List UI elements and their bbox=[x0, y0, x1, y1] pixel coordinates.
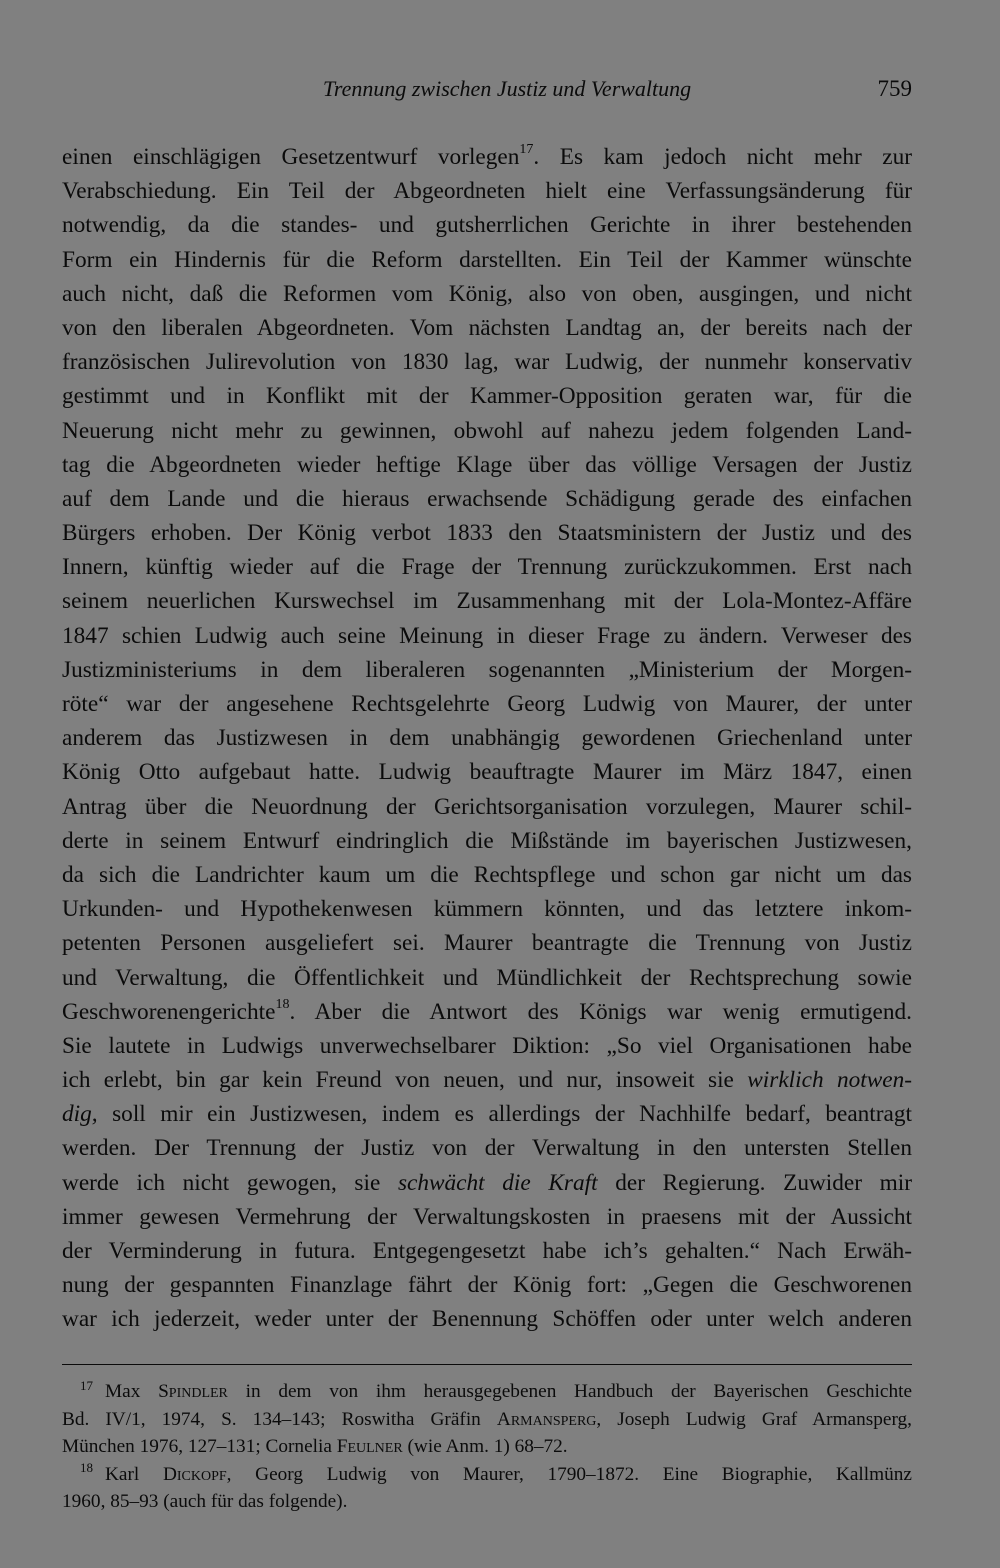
text-line: nung der gespannten Finanzlage fährt der König fort: „Gegen die Geschworenen bbox=[62, 1272, 912, 1299]
emphasis: dig, bbox=[62, 1101, 98, 1128]
text-line: Form ein Hindernis für die Reform darstellten. Ein Teil der Kammer wünschte bbox=[62, 246, 912, 273]
text-line: Antrag über die Neuordnung der Gerichtsorganisation vorzulegen, Maurer schil- bbox=[62, 793, 912, 820]
text-line: König Otto aufgebaut hatte. Ludwig beauftragte Maurer im März 1847, einen bbox=[62, 759, 912, 786]
text-line: einen einschlägigen Gesetzentwurf vorlegen$^{17}$. Es kam jedoch nicht mehr zur bbox=[62, 142, 912, 170]
footnote-line: Bd. IV/1, 1974, S. 134–143; Roswitha Gräfin Armansperg, Joseph Ludwig Graf Armansperg, bbox=[62, 1408, 912, 1430]
running-title: Trennung zwischen Justiz und Verwaltung bbox=[322, 76, 692, 101]
text-line: anderem das Justizwesen in dem unabhängig gewordenen Griechenland unter bbox=[62, 725, 912, 752]
text-line: Neuerung nicht mehr zu gewinnen, obwohl auf nahezu jedem folgenden Land- bbox=[62, 417, 912, 444]
text-line: auch nicht, daß die Reformen vom König, also von oben, ausgingen, und nicht bbox=[62, 280, 912, 307]
text-line: ich erlebt, bin gar kein Freund von neuen, und nur, insoweit sie wirklich notwen- bbox=[62, 1067, 913, 1094]
text-line: und Verwaltung, die Öffentlichkeit und Mündlichkeit der Rechtsprechung sowie bbox=[62, 964, 912, 991]
text-line: von den liberalen Abgeordneten. Vom nächsten Landtag an, der bereits nach der bbox=[62, 314, 912, 341]
text-line: Sie lautete in Ludwigs unverwechselbarer Diktion: „So viel Organisationen habe bbox=[62, 1032, 912, 1059]
footnote-line: München 1976, 127–131; Cornelia Feulner (wie Anm. 1) 68–72. bbox=[62, 1436, 568, 1457]
text-line: Innern, künftig wieder auf die Frage der Trennung zurückzukommen. Erst nach bbox=[62, 554, 912, 581]
author-name: Dickopf bbox=[162, 1463, 227, 1485]
text-line: Urkunden- und Hypothekenwesen kümmern könnten, und das letztere inkom- bbox=[62, 896, 912, 923]
emphasis: schwächt die Kraft bbox=[397, 1169, 598, 1196]
text-line: französischen Julirevolution von 1830 lag, war Ludwig, der nunmehr konservativ bbox=[62, 349, 912, 376]
footnote-18: $^{18}$ Karl Dickopf, Georg Ludwig von Maurer, 1790–1872. Eine Biographie, Kallmünz bbox=[80, 1460, 912, 1485]
text-line: Justizministeriums in dem liberaleren sogenannten „Ministerium der Morgen- bbox=[62, 656, 912, 683]
text-line: werden. Der Trennung der Justiz von der Verwaltung in den untersten Stellen bbox=[62, 1135, 912, 1162]
author-name: Armansperg bbox=[496, 1408, 597, 1430]
text-line: 1847 schien Ludwig auch seine Meinung in dieser Frage zu ändern. Verweser des bbox=[62, 622, 912, 649]
text-line: derte in seinem Entwurf eindringlich die Mißstände im bayerischen Justizwesen, bbox=[62, 827, 912, 854]
footnote-ref-17: 17 bbox=[519, 142, 534, 158]
text-line: da sich die Landrichter kaum um die Rechtspflege und schon gar nicht um das bbox=[62, 861, 912, 888]
running-head bbox=[62, 76, 912, 110]
emphasis: wirklich notwen- bbox=[747, 1067, 913, 1094]
footnote-line: 1960, 85–93 (auch für das folgende). bbox=[62, 1491, 348, 1512]
text-line: notwendig, da die standes- und gutsherrlichen Gerichte in ihrer bestehenden bbox=[62, 212, 912, 239]
footnote-separator bbox=[62, 1364, 912, 1365]
text-line: dig, soll mir ein Justizwesen, indem es allerdings der Nachhilfe bedarf, beantragt bbox=[62, 1101, 912, 1128]
text-line: der Verminderung in futura. Entgegengesetzt habe ich’s gehalten.“ Nach Erwäh- bbox=[62, 1238, 912, 1264]
text-line: werde ich nicht gewogen, sie schwächt die Kraft der Regierung. Zuwider mir bbox=[62, 1169, 913, 1196]
page-number: 759 bbox=[877, 76, 912, 101]
text-line: röte“ war der angesehene Rechtsgelehrte Georg Ludwig von Maurer, der unter bbox=[62, 691, 912, 717]
text-line: gestimmt und in Konflikt mit der Kammer-Opposition geraten war, für die bbox=[62, 383, 912, 410]
text-line: Geschworenengerichte$^{18}$. Aber die Antwort des Königs war wenig ermutigend. bbox=[62, 996, 912, 1025]
text-line: petenten Personen ausgeliefert sei. Maurer beantragte die Trennung von Justiz bbox=[62, 930, 912, 957]
text-line: immer gewesen Vermehrung der Verwaltungskosten in praesens mit der Aussicht bbox=[62, 1203, 912, 1230]
footnote-number: 17 bbox=[80, 1377, 93, 1393]
text-line: auf dem Lande und die hieraus erwachsende Schädigung gerade des einfachen bbox=[62, 485, 912, 512]
body-text bbox=[62, 140, 912, 1337]
author-name: Feulner bbox=[336, 1436, 403, 1457]
text-line: Bürgers erhoben. Der König verbot 1833 den Staatsministern der Justiz und des bbox=[62, 520, 912, 547]
author-name: Spindler bbox=[158, 1381, 228, 1402]
footnote-ref-18: 18 bbox=[275, 996, 290, 1012]
text-line: tag die Abgeordneten wieder heftige Klage über das völlige Versagen der Justiz bbox=[62, 451, 912, 478]
text-line: seinem neuerlichen Kurswechsel im Zusammenhang mit der Lola-Montez-Affäre bbox=[62, 588, 912, 615]
footnote-17: $^{17}$ Max Spindler in dem von ihm herausgegebenen Handbuch der Bayerischen Geschichte bbox=[80, 1377, 912, 1402]
text-line: war ich jederzeit, weder unter der Benennung Schöffen oder unter welch anderen bbox=[62, 1306, 912, 1333]
text-line: Verabschiedung. Ein Teil der Abgeordneten hielt eine Verfassungsänderung für bbox=[62, 178, 912, 205]
footnotes bbox=[62, 1378, 912, 1516]
footnote-number: 18 bbox=[80, 1460, 93, 1476]
